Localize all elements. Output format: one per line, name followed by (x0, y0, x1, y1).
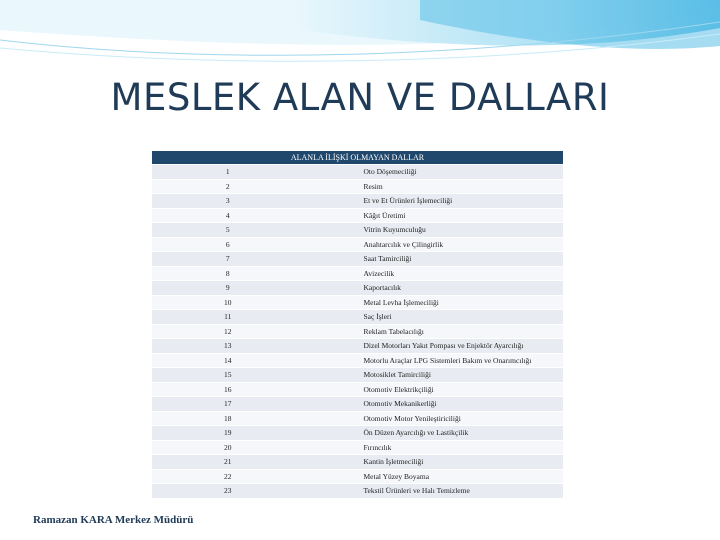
table-row (152, 455, 563, 470)
table-row (152, 324, 563, 339)
row-number: 18 (152, 411, 358, 426)
row-number: 16 (152, 382, 358, 397)
table-row (152, 179, 563, 194)
branch-name: Otomotiv Elektrikçiliği (358, 382, 564, 397)
row-number: 4 (152, 208, 358, 223)
table-row (152, 252, 563, 267)
branch-name: Kantin İşletmeciliği (358, 455, 564, 470)
row-number: 8 (152, 266, 358, 281)
table-row (152, 469, 563, 484)
branch-name: Metal Yüzey Boyama (358, 469, 564, 484)
branch-name: Saç İşleri (358, 310, 564, 325)
row-number: 1 (152, 165, 358, 180)
table-row (152, 194, 563, 209)
branch-name: Resim (358, 179, 564, 194)
table-row (152, 281, 563, 296)
table-row (152, 165, 563, 180)
table-row (152, 426, 563, 441)
table-row (152, 295, 563, 310)
table-row (152, 397, 563, 412)
branch-name: Otomotiv Mekanikerliği (358, 397, 564, 412)
table-row (152, 237, 563, 252)
branch-name: Dizel Motorları Yakıt Pompası ve Enjektör Ayarcılığı (358, 339, 564, 354)
row-number: 17 (152, 397, 358, 412)
branch-name: Avizecilik (358, 266, 564, 281)
row-number: 15 (152, 368, 358, 383)
row-number: 3 (152, 194, 358, 209)
row-number: 12 (152, 324, 358, 339)
row-number: 19 (152, 426, 358, 441)
footer-author: Ramazan KARA Merkez Müdürü (33, 514, 194, 526)
branch-name: Kâğıt Üretimi (358, 208, 564, 223)
table-row (152, 208, 563, 223)
row-number: 23 (152, 484, 358, 498)
row-number: 22 (152, 469, 358, 484)
row-number: 13 (152, 339, 358, 354)
table-row (152, 353, 563, 368)
row-number: 10 (152, 295, 358, 310)
branch-name: Ön Düzen Ayarcılığı ve Lastikçilik (358, 426, 564, 441)
branch-name: Kaportacılık (358, 281, 564, 296)
table-header: ALANLA İLİŞKİ OLMAYAN DALLAR (152, 151, 563, 165)
table-row (152, 266, 563, 281)
branch-name: Metal Levha İşlemeciliği (358, 295, 564, 310)
table-row (152, 440, 563, 455)
page-title: MESLEK ALAN VE DALLARI (110, 76, 610, 119)
branch-name: Motorlu Araçlar LPG Sistemleri Bakım ve Onarımcılığı (358, 353, 564, 368)
table-body (152, 165, 563, 498)
row-number: 20 (152, 440, 358, 455)
row-number: 2 (152, 179, 358, 194)
branch-name: Oto Döşemeciliği (358, 165, 564, 180)
row-number: 11 (152, 310, 358, 325)
table-row (152, 223, 563, 238)
branch-name: Saat Tamirciliği (358, 252, 564, 267)
branch-name: Tekstil Ürünleri ve Halı Temizleme (358, 484, 564, 498)
table-row (152, 484, 563, 498)
branch-name: Reklam Tabelacılığı (358, 324, 564, 339)
row-number: 5 (152, 223, 358, 238)
branches-table (152, 151, 563, 498)
table-row (152, 382, 563, 397)
table-row (152, 339, 563, 354)
branch-name: Otomotiv Motor Yenileştiriciliği (358, 411, 564, 426)
row-number: 14 (152, 353, 358, 368)
decorative-wave-banner (0, 0, 720, 70)
branch-name: Anahtarcılık ve Çilingirlik (358, 237, 564, 252)
table-row (152, 310, 563, 325)
branch-name: Et ve Et Ürünleri İşlemeciliği (358, 194, 564, 209)
row-number: 7 (152, 252, 358, 267)
row-number: 9 (152, 281, 358, 296)
branch-name: Fırıncılık (358, 440, 564, 455)
branch-name: Vitrin Kuyumculuğu (358, 223, 564, 238)
row-number: 21 (152, 455, 358, 470)
table-row (152, 411, 563, 426)
branch-name: Motosiklet Tamirciliği (358, 368, 564, 383)
table-row (152, 368, 563, 383)
row-number: 6 (152, 237, 358, 252)
